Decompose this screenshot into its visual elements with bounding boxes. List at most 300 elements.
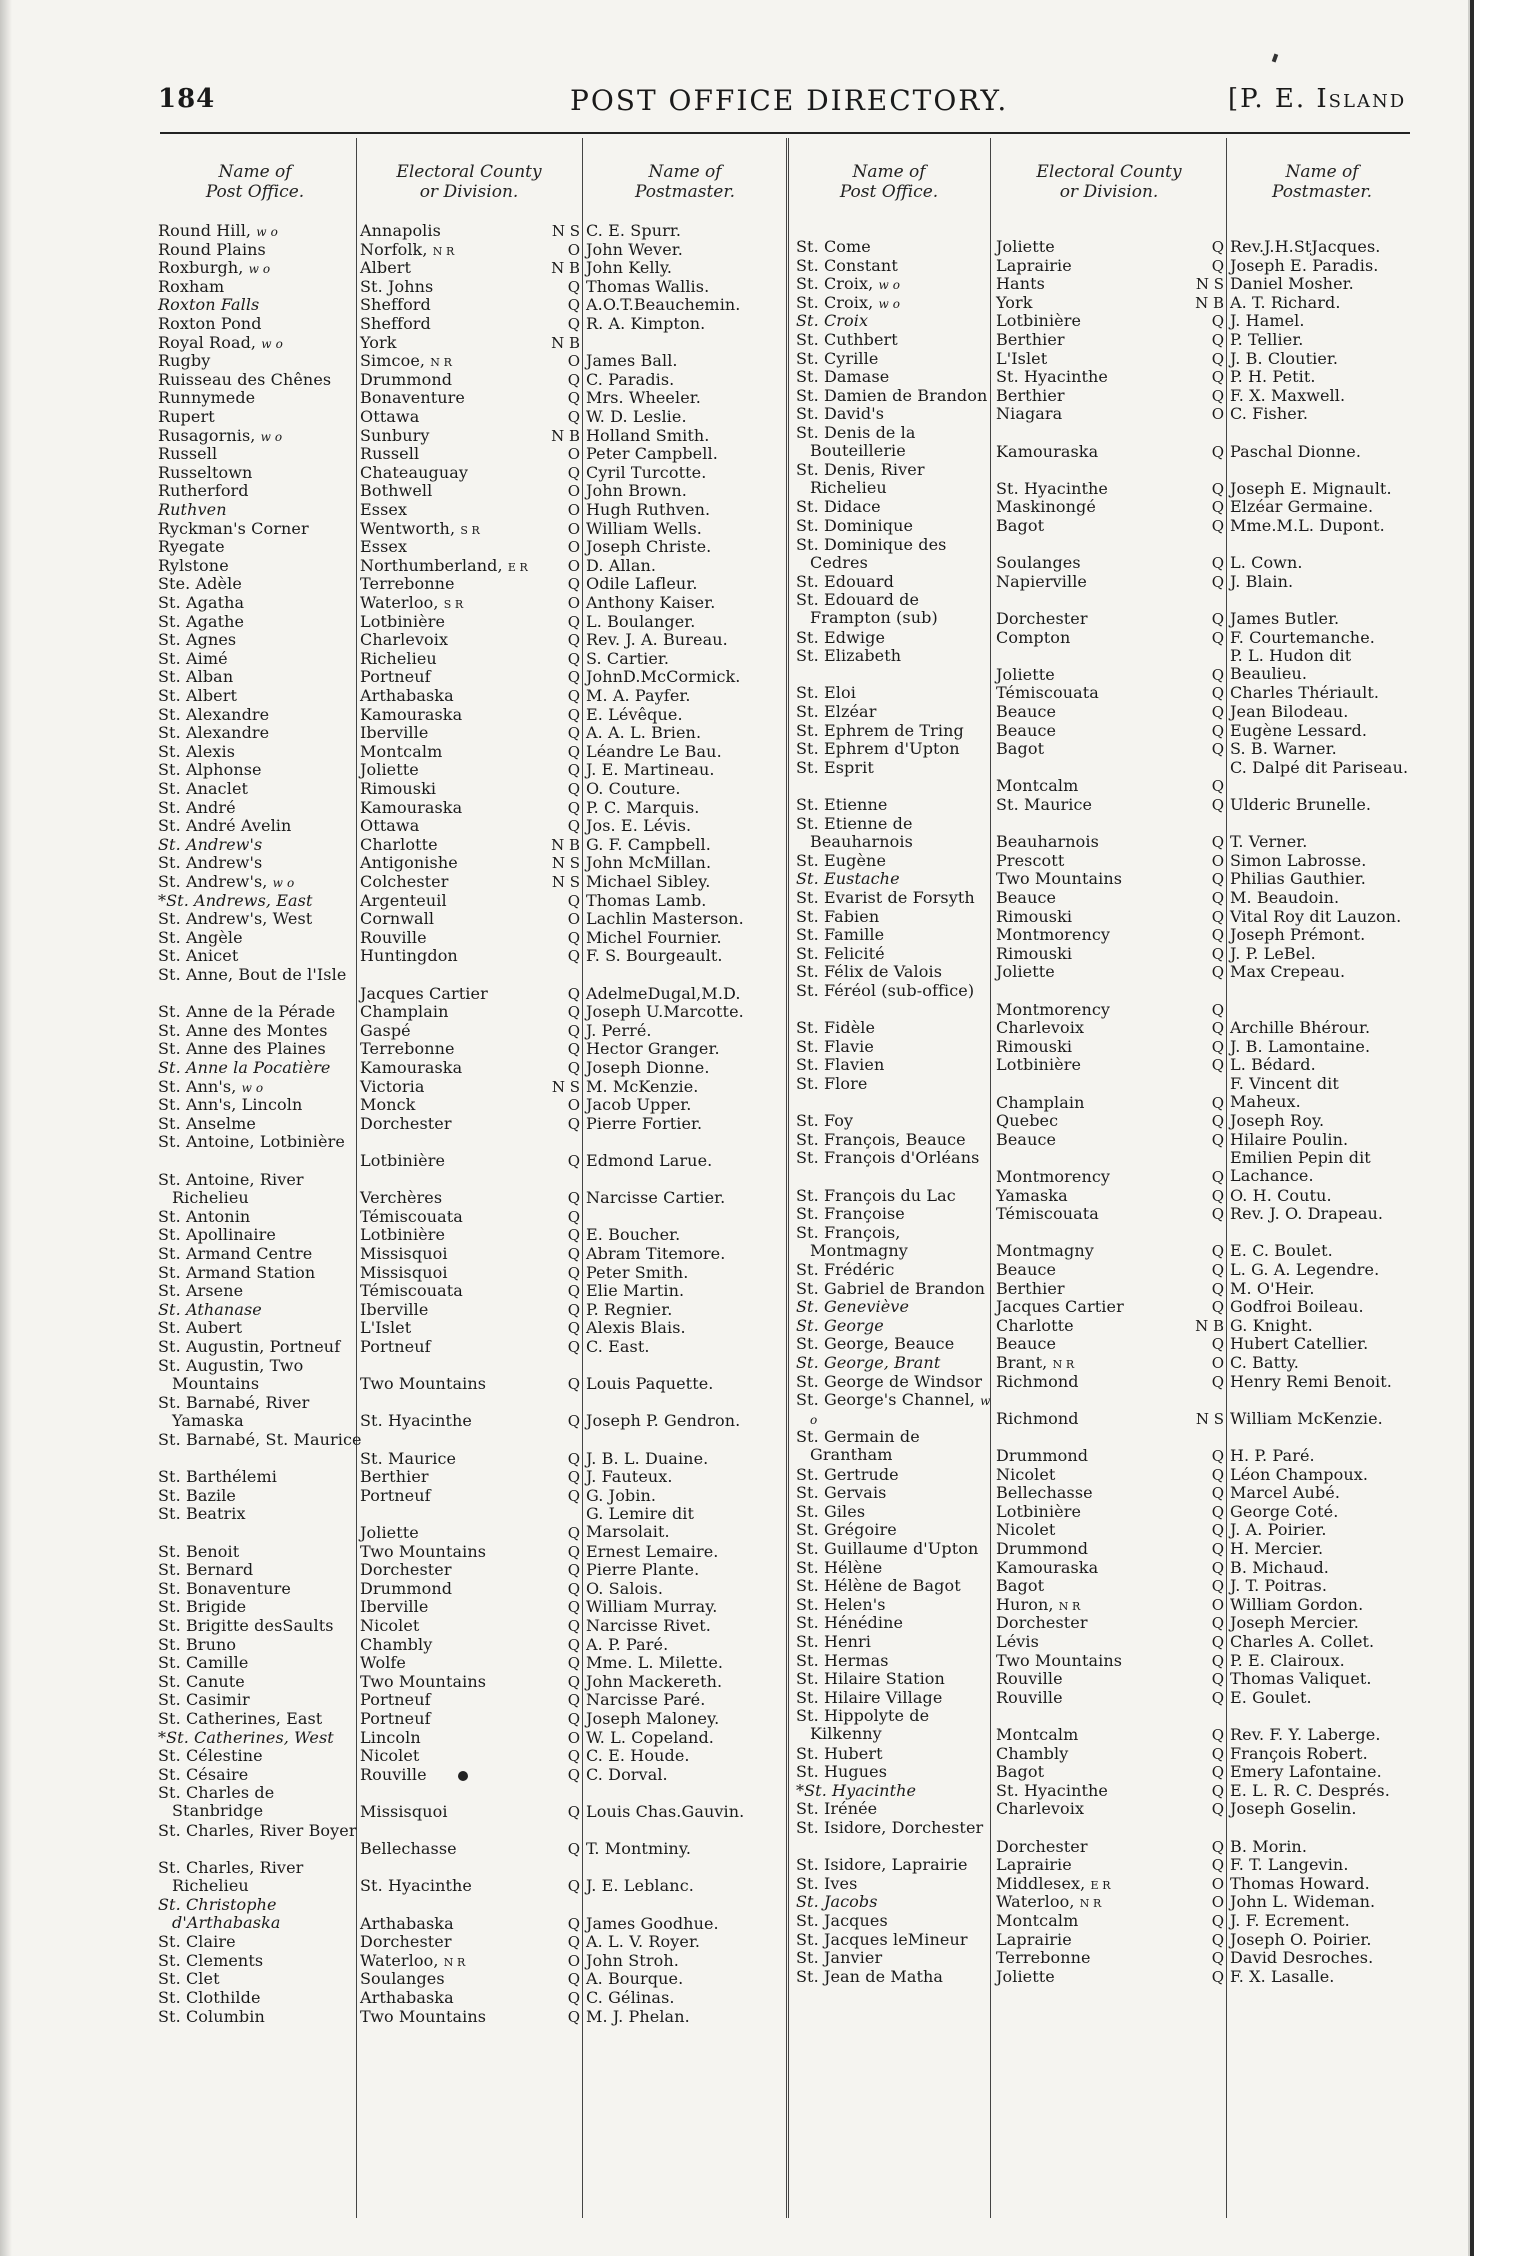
electoral-county: Essex [360,500,408,519]
province-code: Q [1211,572,1224,591]
post-office-name: St. Alexandre [158,704,270,724]
electoral-county: St. Hyacinthe [996,478,1108,498]
electoral-county: Portneuf [360,1709,431,1728]
electoral-county: Rouville [360,1764,427,1784]
postmaster-name: C. Fisher. [1230,404,1309,424]
province-code: Q [567,2007,580,2026]
post-office-name: St. Hélène [796,1557,883,1577]
post-office-name: St. George de Windsor [796,1371,983,1391]
postmaster-name: Thomas Lamb. [586,890,707,910]
postmaster-name: Narcisse Paré. [586,1690,706,1710]
postmaster-name: A. T. Richard. [1230,292,1341,312]
province-code: Q [567,1021,580,1040]
province-code: Q [1211,1019,1224,1038]
electoral-county: Shefford [360,295,431,315]
postmaster-name: L. Bédard. [1230,1055,1316,1075]
post-office-name: St. George, Brant [796,1353,941,1372]
electoral-county: Bagot [996,739,1045,759]
electoral-county: Nicolet [360,1746,420,1766]
electoral-county: Bagot [996,516,1045,535]
post-office-name: St. Foy [796,1111,854,1131]
post-office-name: Ryckman's Corner [158,518,309,538]
postmaster-name: A. A. L. Brien. [586,723,702,743]
province-code: Q [567,1226,580,1245]
electoral-county: Richmond [996,1371,1079,1391]
post-office-name: St. Hubert [796,1743,883,1763]
province-code: O [1211,1874,1224,1893]
province-code: Q [1211,1781,1224,1800]
electoral-county: Berthier [996,330,1065,349]
province-code: Q [1211,889,1224,907]
post-office-name: St. Alban [158,667,234,687]
post-office-name: St. George's Channel, w o [796,1390,991,1428]
postmaster-name: C. Dorval. [586,1764,668,1784]
electoral-county: St. Maurice [996,795,1093,814]
electoral-county: Brant, N R [996,1353,1075,1372]
electoral-county: Témiscouata [360,1206,463,1226]
post-office-name: St. Germain de Grantham [796,1427,920,1465]
province-code: N S [551,854,580,873]
province-code: Q [567,668,580,687]
post-office-name: St. Alphonse [158,760,262,780]
postmaster-name: P. H. Petit. [1230,367,1316,387]
electoral-county: St. Hyacinthe [996,1780,1108,1800]
postmaster-name: Philias Gauthier. [1230,869,1366,889]
electoral-county: Wolfe [360,1653,406,1673]
post-office-name: St. Giles [796,1501,866,1521]
province-code: Q [567,1412,580,1431]
postmaster-name: T. Montminy. [586,1839,692,1859]
postmaster-name: A. Bourque. [586,1969,684,1989]
electoral-county: Dorchester [360,1560,452,1580]
post-office-name: St. François du Lac [796,1185,956,1205]
post-office-name: Ryegate [158,537,225,557]
post-office-name: St. Hugues [796,1762,888,1782]
postmaster-name: E. L. R. C. Després. [1230,1780,1390,1800]
post-office-name: Roxton Pond [158,314,262,333]
electoral-county: Joliette [996,962,1055,982]
post-office-name: St. Brigide [158,1597,247,1617]
postmaster-name: J. Fauteux. [586,1467,673,1487]
electoral-county: Portneuf [360,1485,431,1505]
electoral-county: Beauce [996,1334,1057,1354]
scan-shadow [0,0,12,2256]
postmaster-name: Thomas Valiquet. [1230,1669,1372,1689]
province-code: O [1211,851,1224,870]
postmaster-name: G. Knight. [1230,1315,1313,1335]
post-office-name: St. Antonin [158,1206,251,1226]
post-office-name: St. Guillaume d'Upton [796,1539,979,1558]
post-office-name: St. Césaire [158,1764,249,1784]
postmaster-name: Louis Chas.Gauvin. [586,1802,745,1821]
province-code: Q [1211,238,1224,256]
post-office-name: Rutherford [158,481,249,501]
postmaster-name: H. P. Paré. [1230,1446,1315,1465]
post-office-name: St. Croix, w o [796,292,901,312]
province-code: N S [1195,275,1224,294]
province-code: Q [1211,1558,1224,1577]
postmaster-name: John Stroh. [586,1950,679,1970]
page-title: POST OFFICE DIRECTORY. [570,84,1009,117]
postmaster-name: Joseph Maloney. [586,1709,720,1728]
province-code: Q [1211,1912,1224,1930]
province-code: O [1211,1893,1224,1912]
postmaster-name: W. D. Leslie. [586,407,687,426]
post-office-name: St. Agatha [158,593,245,612]
electoral-county: Maskinongé [996,497,1096,517]
province-code: Q [1211,684,1224,703]
electoral-county: Gaspé [360,1020,411,1040]
post-office-name: Ruthven [158,500,227,519]
post-office-name: Ste. Adèle [158,574,242,594]
electoral-county: Dorchester [996,609,1088,628]
province-code: Q [567,687,580,705]
electoral-county: Kamouraska [996,441,1099,461]
post-office-name: St. François, Montmagny [796,1222,908,1260]
province-code: O [567,501,580,519]
province-code: Q [567,780,580,798]
post-office-name: *St. Hyacinthe [796,1780,917,1800]
electoral-county: Missisquoi [360,1262,448,1282]
electoral-county: Sunbury [360,425,430,445]
province-code: Q [1211,498,1224,517]
header-county-left: Electoral County or Division. [396,162,542,202]
postmaster-name: Vital Roy dit Lauzon. [1230,906,1402,926]
electoral-county: Niagara [996,404,1063,424]
postmaster-name: Mrs. Wheeler. [586,388,701,408]
postmaster-name: Rev. J. O. Drapeau. [1230,1204,1384,1224]
post-office-name: St. Ives [796,1873,858,1893]
province-code: Q [567,724,580,743]
province-code: Q [1211,1930,1224,1949]
electoral-county: Ottawa [360,816,420,836]
province-code: Q [1211,368,1224,387]
post-office-name: St. Félix de Valois [796,962,943,982]
electoral-county: Yamaska [996,1185,1068,1205]
postmaster-name: E. Lévêque. [586,704,683,724]
province-code: Q [1211,1186,1224,1205]
electoral-county: Soulanges [996,553,1081,573]
post-office-name: St. Flavien [796,1055,885,1075]
electoral-county: Lotbinière [996,311,1082,331]
postmaster-name: AdelmeDugal,M.D. [586,983,741,1003]
electoral-county: Nicolet [996,1520,1056,1540]
postmaster-name: James Ball. [586,351,678,371]
postmaster-name: M. O'Heir. [1230,1278,1315,1298]
electoral-county: Albert [360,258,412,278]
electoral-county: Compton [996,627,1071,647]
electoral-county: Richelieu [360,648,437,668]
province-code: Q [1211,1279,1224,1298]
post-office-name: St. Anne des Plaines [158,1039,326,1059]
province-code: Q [1211,1335,1224,1354]
header-post-office-right: Name of Post Office. [839,162,939,202]
electoral-county: Montmorency [996,1167,1111,1186]
province-code: Q [567,1598,580,1617]
province-code: Q [1211,1651,1224,1670]
postmaster-name: Emery Lafontaine. [1230,1762,1382,1782]
province-code: Q [567,1152,580,1170]
electoral-county: Prescott [996,850,1065,870]
post-office-name: St. Aubert [158,1318,243,1338]
postmaster-name: C. Batty. [1230,1353,1299,1372]
postmaster-name: Charles Thériault. [1230,683,1380,703]
electoral-county: St. Johns [360,276,434,296]
electoral-county: Annapolis [360,221,441,240]
postmaster-name: Joseph Dionne. [586,1058,710,1077]
electoral-county: Charlevoix [996,1799,1085,1819]
postmaster-name: O. Couture. [586,779,681,798]
province-code: Q [567,1654,580,1673]
postmaster-name: Peter Smith. [586,1262,689,1282]
post-office-name: Royal Road, w o [158,332,283,352]
post-office-name: St. Gertrude [796,1464,899,1484]
province-code: Q [567,389,580,408]
province-code: Q [1211,256,1224,275]
province-code: Q [567,1300,580,1319]
post-office-name: St. Christophe d'Arthabaska [158,1895,281,1932]
page-header [0,78,1468,118]
postmaster-name: Alexis Blais. [586,1318,686,1338]
province-code: Q [1211,1540,1224,1558]
electoral-county: Témiscouata [996,1204,1099,1224]
province-code: Q [567,649,580,668]
postmaster-name: Joseph Prémont. [1230,925,1366,945]
post-office-name: St. Hermas [796,1650,889,1670]
province-code: Q [1211,1614,1224,1633]
province-code: Q [567,1765,580,1784]
post-office-name: St. Famille [796,925,885,945]
postmaster-name: P. E. Clairoux. [1230,1650,1345,1670]
postmaster-name: François Robert. [1230,1743,1368,1763]
province-code: O [567,482,580,501]
postmaster-name: F. X. Lasalle. [1230,1966,1335,1986]
post-office-name: St. Flore [796,1074,868,1093]
postmaster-name: Louis Paquette. [586,1374,714,1394]
post-office-name: St. Cuthbert [796,330,898,349]
electoral-county: Wentworth, S R [360,518,480,538]
postmaster-name: Joseph Roy. [1230,1111,1325,1131]
postmaster-name: J. B. L. Duaine. [586,1448,709,1468]
post-office-name: St. Clothilde [158,1988,261,2007]
province-code: Q [1211,796,1224,814]
province-code: Q [1211,721,1224,740]
electoral-county: Cornwall [360,909,435,929]
electoral-county: Nicolet [996,1464,1056,1484]
column-divider [1226,138,1227,2218]
post-office-name: St. Anselme [158,1113,256,1133]
province-code: Q [1211,312,1224,331]
province-code: Q [1211,1484,1224,1503]
postmaster-name: Léon Champoux. [1230,1464,1369,1484]
postmaster-name: Hugh Ruthven. [586,500,711,519]
electoral-county: Berthier [996,1278,1065,1298]
province-code: N B [551,333,580,352]
electoral-county: Rimouski [996,906,1073,926]
post-office-name: Rusagornis, w o [158,425,283,445]
postmaster-name: L. Cown. [1230,553,1303,573]
post-office-name: St. Come [796,237,871,256]
electoral-county: Drummond [996,1446,1089,1465]
postmaster-name: Thomas Wallis. [586,276,710,296]
electoral-county: Bagot [996,1762,1045,1782]
postmaster-name: F. Courtemanche. [1230,627,1375,647]
province-code: Q [567,1840,580,1859]
province-code: Q [567,947,580,966]
province-code: Q [567,761,580,780]
postmaster-name: Lachlin Masterson. [586,909,744,929]
province-code: Q [567,1040,580,1059]
postmaster-name: Jos. E. Lévis. [586,816,692,836]
province-code: Q [1211,1670,1224,1689]
postmaster-name: E. C. Boulet. [1230,1241,1333,1261]
province-code: Q [567,1672,580,1691]
electoral-county: Charlevoix [996,1018,1085,1038]
post-office-name: St. Gervais [796,1483,887,1503]
post-office-name: St. Cyrille [796,348,879,368]
electoral-county: Two Mountains [996,1650,1123,1670]
post-office-name: St. Aimé [158,648,228,668]
electoral-county: Montcalm [996,776,1079,796]
postmaster-name: Joseph E. Paradis. [1230,255,1379,275]
province-code: O [567,519,580,538]
province-code: O [567,352,580,371]
postmaster-name: Marcel Aubé. [1230,1483,1341,1503]
post-office-name: St. Anaclet [158,779,249,798]
electoral-county: Northumberland, E R [360,555,528,575]
postmaster-name: Elzéar Germaine. [1230,497,1374,517]
postmaster-name: P. L. Hudon dit Beaulieu. [1230,646,1352,684]
post-office-name: St. Hélène de Bagot [796,1576,961,1596]
province-code: Q [1211,349,1224,368]
postmaster-name: F. S. Bourgeault. [586,946,723,966]
postmaster-name: William McKenzie. [1230,1408,1383,1428]
postmaster-name: A.O.T.Beauchemin. [586,295,741,315]
province-code: Q [1211,1298,1224,1317]
post-office-name: Rupert [158,407,215,426]
post-office-name: St. Albert [158,686,238,705]
postmaster-name: William Murray. [586,1597,718,1617]
postmaster-name: Jacob Upper. [586,1095,692,1115]
postmaster-name: Henry Remi Benoit. [1230,1371,1392,1391]
post-office-name: St. Damien de Brandon [796,385,988,405]
post-office-name: St. Beatrix [158,1504,246,1524]
post-office-name: St. Ann's, w o [158,1076,264,1096]
province-code: Q [1211,331,1224,349]
electoral-county: Rimouski [996,943,1073,963]
post-office-name: Round Plains [158,239,266,259]
electoral-county: Terrebonne [360,574,455,594]
electoral-county: Montcalm [996,1725,1079,1744]
province-code: Q [567,1933,580,1952]
postmaster-name: Joseph Mercier. [1230,1613,1359,1633]
electoral-county: Berthier [360,1467,429,1487]
postmaster-name: D. Allan. [586,555,657,575]
post-office-name: St. Isidore, Laprairie [796,1855,968,1875]
post-office-name: St. Fidèle [796,1018,876,1038]
electoral-county: Terrebonne [996,1948,1091,1968]
electoral-county: Iberville [360,1299,429,1319]
postmaster-name: A. P. Paré. [586,1634,669,1654]
province-code: Q [1211,870,1224,889]
electoral-county: Verchères [360,1188,443,1208]
electoral-county: Jacques Cartier [996,1297,1124,1317]
province-code: Q [567,1617,580,1635]
electoral-county: Colchester [360,872,449,891]
province-code: Q [1211,1967,1224,1986]
postmaster-name: F. Vincent dit Maheux. [1230,1074,1339,1111]
postmaster-name: Rev. F. Y. Laberge. [1230,1725,1381,1744]
electoral-county: Champlain [360,1002,449,1022]
post-office-name: St. Bonaventure [158,1578,291,1598]
postmaster-name: John Brown. [586,481,687,501]
electoral-county: Rouville [996,1687,1063,1707]
column-divider [582,138,583,2218]
post-office-name: Rugby [158,351,211,371]
postmaster-name: P. Regnier. [586,1299,673,1319]
postmaster-name: P. Tellier. [1230,330,1304,349]
electoral-county: Waterloo, S R [360,593,464,612]
postmaster-name: John Wever. [586,239,683,259]
postmaster-name: F. X. Maxwell. [1230,385,1346,405]
postmaster-name: O. H. Coutu. [1230,1185,1332,1205]
province-code: Q [1211,1633,1224,1651]
province-code: Q [567,1970,580,1989]
province-code: Q [567,1710,580,1728]
province-code: Q [567,1282,580,1301]
electoral-county: Arthabaska [360,1988,454,2007]
electoral-county: Two Mountains [360,2006,487,2026]
post-office-name: St. Andrew's, West [158,909,313,929]
province-code: Q [1211,1502,1224,1521]
post-office-name: St. Angèle [158,927,243,947]
electoral-county: Iberville [360,1597,429,1617]
postmaster-name: Holland Smith. [586,425,710,445]
postmaster-name: F. T. Langevin. [1230,1855,1349,1875]
post-office-name: *St. Catherines, West [158,1727,334,1747]
postmaster-name: J. P. LeBel. [1230,943,1316,963]
postmaster-name: G. F. Campbell. [586,834,711,854]
province-code: Q [567,1468,580,1487]
province-code: Q [567,463,580,482]
electoral-county: Dorchester [996,1836,1088,1856]
electoral-county: St. Hyacinthe [360,1876,472,1896]
electoral-county: Drummond [360,1578,453,1598]
province-code: Q [1211,610,1224,628]
post-office-name: St. Bazile [158,1485,236,1505]
post-office-name: St. François, Beauce [796,1129,966,1149]
postmaster-name: Elie Martin. [586,1281,685,1301]
province-code: Q [567,1263,580,1282]
postmaster-name: William Wells. [586,518,702,538]
postmaster-name: E. Boucher. [586,1225,681,1245]
header-rule [160,132,1410,134]
postmaster-name: J. B. Lamontaine. [1230,1036,1371,1056]
post-office-name: St. Bernard [158,1560,254,1580]
postmaster-name: H. Mercier. [1230,1539,1324,1558]
postmaster-name: G. Jobin. [586,1485,657,1505]
postmaster-name: L. G. A. Legendre. [1230,1260,1380,1279]
post-office-name: St. Etienne de Beauharnois [796,813,913,851]
post-office-name: St. Edwige [796,627,886,647]
post-office-name: St. Janvier [796,1948,883,1968]
province-code: Q [1211,833,1224,852]
province-code: Q [567,612,580,631]
post-office-name: St. Ephrem de Tring [796,720,964,740]
postmaster-name: J. E. Leblanc. [586,1876,694,1896]
postmaster-name: George Coté. [1230,1501,1339,1521]
next-page-edge [1470,0,1520,2256]
